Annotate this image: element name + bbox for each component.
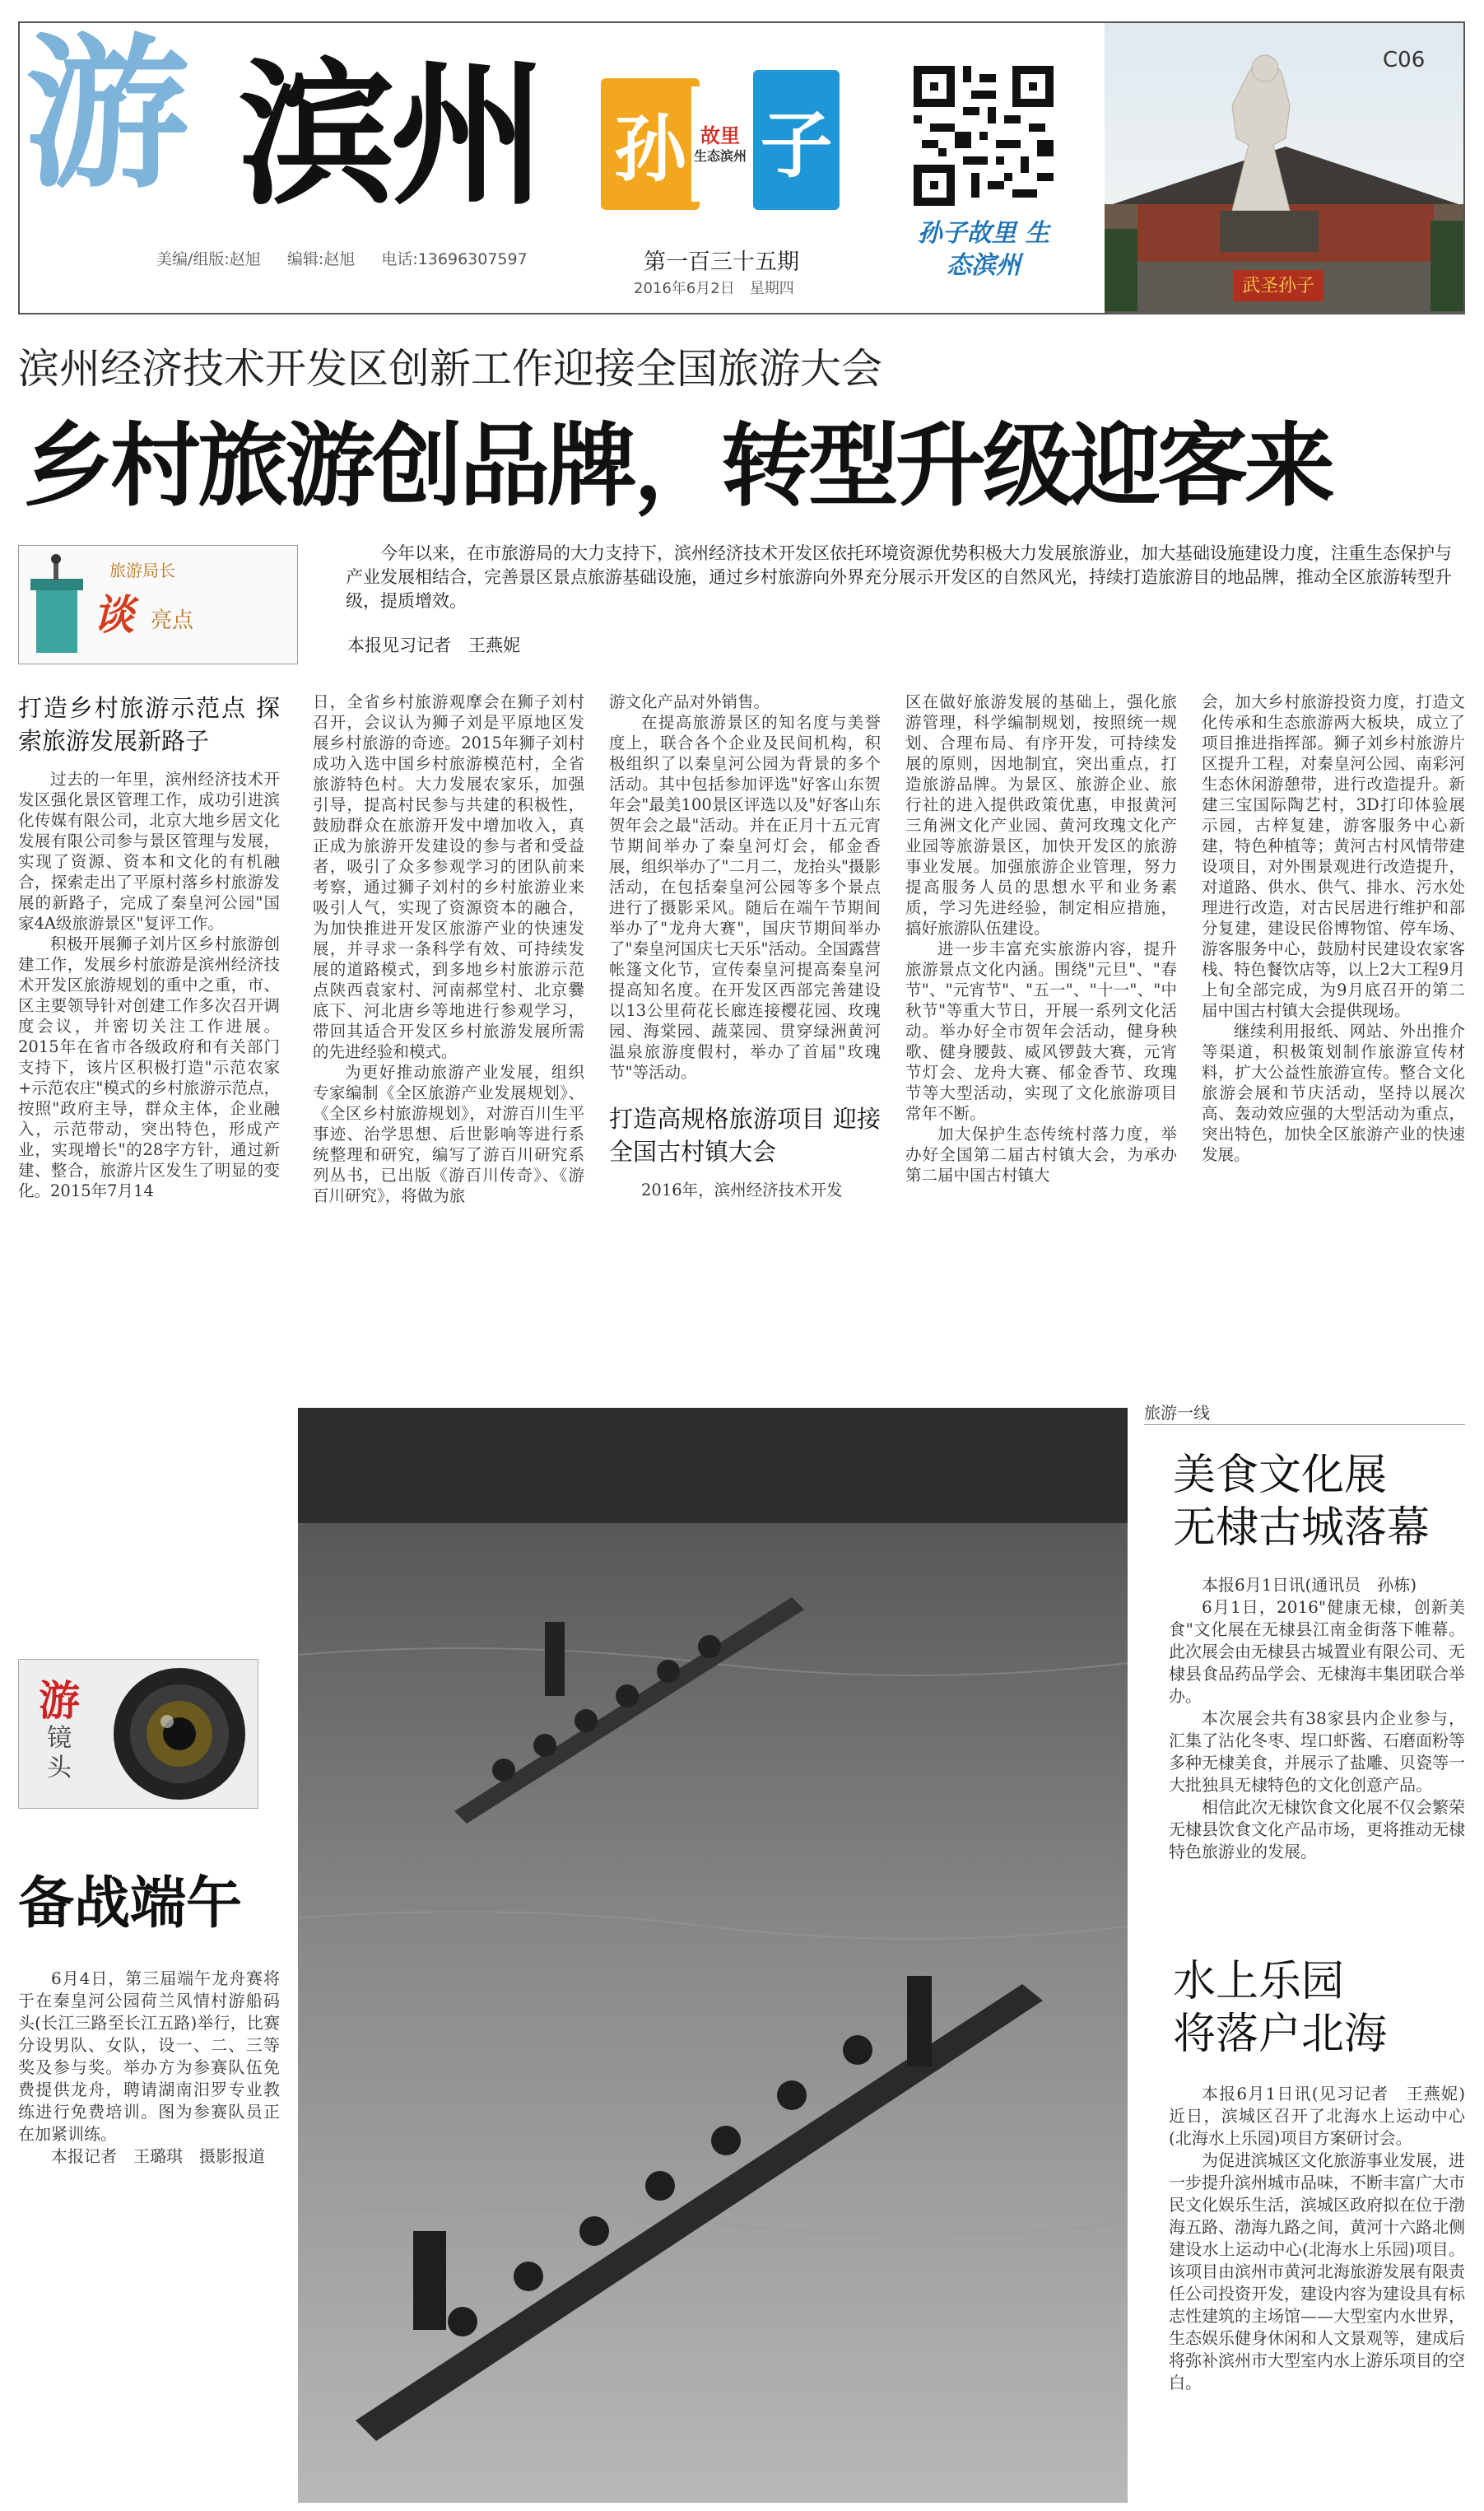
logo-guli: 故里 [700, 123, 740, 147]
section-title-1: 打造乡村旅游示范点 探索旅游发展新路子 [18, 694, 280, 755]
dragon-boat-photo [298, 1408, 1128, 2503]
paragraph: 本报6月1日讯(通讯员 孙栋) [1202, 1575, 1417, 1595]
news-2-title-line: 水上乐园 [1173, 1957, 1345, 2006]
article-column-5 [1202, 692, 1465, 1367]
credit-editor: 编辑:赵旭 [286, 250, 356, 268]
logo-seal-sun: 孙 [601, 78, 700, 210]
news-1-body [1169, 1574, 1465, 1936]
sunzi-hometown-logo [601, 54, 840, 218]
paragraph: 过去的一年里，滨州经济技术开发区强化景区管理工作，成功引进滨化传媒有限公司，北京大地乡居文化发展有限公司参与景区管理与发展，实现了资源、资本和文化的有机融合，探索走出了平原村落乡村旅游发展的新路子，完成了秦皇河公园"国家4A级旅游景区"复评工作。 [18, 770, 280, 933]
qr-code-icon[interactable] [914, 66, 1054, 206]
article-column-4 [905, 692, 1177, 1367]
news-1-title-line: 美食文化展 [1173, 1451, 1388, 1500]
article-subhead: 滨州经济技术开发区创新工作迎接全国旅游大会 [18, 345, 882, 393]
camera-lens-icon [109, 1664, 249, 1804]
logo-seal-zi: 子 [753, 70, 840, 210]
temple-plaque-text: 武圣孙子 [1241, 276, 1315, 296]
page-number: C06 [1383, 48, 1426, 72]
masthead-credits [156, 247, 549, 269]
paragraph: 6月4日，第三届端午龙舟赛将于在秦皇河公园荷兰风情村游船码头(长江三路至长江五路)举行，比赛分设男队、女队，设一、二、三等奖及参与奖。举办方为参赛队伍免费提供龙舟，聘请湖南汨罗专业教练进行免费培训。图为参赛队员正在加紧训练。 [18, 1968, 280, 2144]
badge-title: 谈 [93, 590, 134, 639]
badge-subtitle: 旅游局长 [109, 561, 175, 580]
article-column-1 [18, 692, 280, 1367]
article-headline: 乡村旅游创品牌，转型升级迎客来 [23, 413, 1332, 519]
paragraph: 积极开展狮子刘片区乡村旅游创建工作，发展乡村旅游是滨州经济技术开发区旅游规划的重中之重，市、区主要领导针对创建工作多次召开调度会议，并密切关注工作进展。2015年在省市各级政府和有关部门支持下，该片区积极打造"示范农家+示范农庄"模式的乡村旅游示范点，按照"政府主导，群众主体，企业融入，示范带动，突出特色，形成产业，实现增长"的28字方针，通过新建、整合，旅游片区发生了明显的变化。2015年7月14 [18, 934, 280, 1200]
article-column-2 [313, 692, 584, 1367]
paragraph: 日，全省乡村旅游观摩会在狮子刘村召开，会议认为狮子刘是平原地区发展乡村旅游的奇迹。2015年狮子刘村成功入选中国乡村旅游模范村，全省旅游特色村。大力发展农家乐，加强引导，提高村民参与共建的积极性，鼓励群众在旅游开发中增加收入，真正成为旅游开发建设的参与者和受益者，吸引了众多参观学习的团队前来考察，通过狮子刘村的乡村旅游业来吸引人气，实现了资源资本的融合，为加快推进开发区旅游产业的快速发展，并寻求一条科学有效、可持续发展的道路模式，到多地乡村旅游示范点陕西袁家村、河南郝堂村、北京爨底下、河北唐乡等地进行参观学习，带回其适合开发区乡村旅游发展所需的先进经验和模式。 [313, 692, 584, 1061]
article-lead: 今年以来，在市旅游局的大力支持下，滨州经济技术开发区依托环境资源优势积极大力发展旅游业，加大基础设施建设力度，注重生态保护与产业发展相结合，完善景区景点旅游基础设施，通过乡村旅游向外界充分展示开发区的自然风光，持续打造旅游目的地品牌，推动全区旅游转型升级，提质增效。 [346, 543, 1452, 611]
paragraph: 进一步丰富充实旅游内容，提升旅游景点文化内涵。围绕"元旦"、"春节"、"元宵节"、"五一"、"十一"、"中秋节"等重大节日，开展一系列文化活动。举办好全市贺年会活动，健身秧歌、健身腰鼓、威风锣鼓大赛，元宵节灯会、龙舟大赛、郁金香节、玫瑰节等大型活动，实现了文化旅游项目常年不断。 [905, 939, 1177, 1123]
paragraph: 2016年，滨州经济技术开发 [641, 1181, 843, 1200]
paragraph: 在提高旅游景区的知名度与美誉度上，联合各个企业及民间机构，积极组织了以秦皇河公园为背景的多个活动。其中包括参加评选"好客山东贺年会"最美100景区评选以及"好客山东贺年会之最"活动。并在正月十五元宵节期间举办了秦皇河灯会，郁金香展，组织举办了"二月二，龙抬头"摄影活动，在包括秦皇河公园等多个景点进行了摄影采风。随后在端午节期间举办了"龙舟大赛"，国庆节期间举办了"秦皇河国庆七天乐"活动。全国露营帐篷文化节，宣传秦皇河提高秦皇河提高知名度。在开发区西部完善建设以13公里荷花长廊连接樱花园、玫瑰园、海棠园、蔬菜园、贯穿绿洲黄河温泉旅游度假村，举办了首届"玫瑰节"等活动。 [609, 713, 881, 1082]
news-1-title-line: 无棣古城落幕 [1173, 1503, 1431, 1553]
paragraph: 相信此次无棣饮食文化展不仅会繁荣无棣县饮食文化产品市场，更将推动无棣特色旅游业的发展。 [1169, 1797, 1465, 1861]
masthead-title: 滨州 [239, 44, 542, 226]
credit-phone: 电话:13696307597 [381, 250, 528, 268]
photo-credit: 本报记者 王璐琪 摄影报道 [51, 2146, 265, 2166]
photo-story-text [18, 1968, 280, 2168]
section-title-2: 打造高规格旅游项目 迎接全国古村镇大会 [609, 1105, 881, 1166]
podium-icon [24, 554, 90, 657]
news-2-title-line: 将落户北海 [1173, 2010, 1388, 2059]
masthead-you-character: 游 [25, 19, 190, 211]
article-byline: 本报见习记者 王燕妮 [347, 636, 520, 655]
lens-badge-you: 游 [39, 1676, 80, 1725]
photo-story-title: 备战端午 [18, 1871, 243, 1936]
paragraph: 本报6月1日讯(见习记者 王燕妮) 近日，滨城区召开了北海水上运动中心(北海水上乐园)项目方案研讨会。 [1169, 2084, 1482, 2148]
paragraph: 本次展会共有38家县内企业参与，汇集了沾化冬枣、埕口虾酱、石磨面粉等多种无棣美食，并展示了盐雕、贝瓷等一大批独具无棣特色的文化创意产品。 [1169, 1708, 1465, 1795]
director-talk-badge [18, 545, 298, 664]
camera-lens-badge [18, 1659, 258, 1809]
issue-number: 第一百三十五期 [644, 249, 799, 275]
section-label-tourism-frontline: 旅游一线 [1144, 1400, 1465, 1425]
paragraph: 6月1日，2016"健康无棣，创新美食"文化展在无棣县江南金街落下帷幕。此次展会由无棣县古城置业有限公司、无棣县食品药品学会、无棣海丰集团联合举办。 [1169, 1597, 1465, 1706]
masthead-slogan: 孙子故里 生态滨州 [917, 219, 1050, 280]
paragraph: 为更好推动旅游产业发展，组织专家编制《全区旅游产业发展规划》、《全区乡村旅游规划》，对游百川生平事迹、治学思想、后世影响等进行系统整理和研究，编写了游百川研究系列丛书，已出版《游百川传奇》、《游百川研究》，将做为旅 [313, 1063, 584, 1205]
paragraph: 会，加大乡村旅游投资力度，打造文化传承和生态旅游两大板块，成立了项目推进指挥部。狮子刘乡村旅游片区提升工程，对秦皇河公园、南彩河生态休闲游憩带，进行改造提升。新建三宝国际陶艺村，3D打印体验展示园，古梓复建，游客服务中心新建，特色种植等；黄河古村风情带建设项目，对外围景观进行改造提升，对道路、供水、供气、排水、污水处理进行改造，对古民居进行维护和部分复建，建设民俗博物馆、停车场、游客服务中心，鼓励村民建设农家客栈、特色餐饮店等，以上2大工程9月上旬全部完成，为9月底召开的第二届中国古村镇大会提供现场。 [1202, 692, 1465, 1020]
paragraph: 加大保护生态传统村落力度，举办好全国第二届古村镇大会，为承办第二届中国古村镇大 [905, 1125, 1177, 1185]
lens-badge-jingtou: 镜头 [47, 1724, 72, 1782]
logo-seal-middle [691, 86, 749, 202]
news-1-title [1173, 1449, 1430, 1554]
credit-designer: 美编/组版:赵旭 [156, 250, 261, 268]
logo-shengtai: 生态滨州 [693, 147, 747, 164]
news-2-title [1173, 1955, 1387, 2061]
issue-date: 2016年6月2日 星期四 [634, 280, 794, 297]
paragraph: 继续利用报纸、网站、外出推介等渠道，积极策划制作旅游宣传材料，扩大公益性旅游宣传。整合文化旅游会展和节庆活动，坚持以展次高、轰动效应强的大型活动为重点，突出特色，加快全区旅游产业的快速发展。 [1202, 1022, 1465, 1164]
badge-title-tail: 亮点 [151, 608, 194, 633]
paragraph: 为促进滨城区文化旅游事业发展，进一步提升滨州城市品味，不断丰富广大市民文化娱乐生活，滨城区政府拟在位于渤海五路、渤海九路之间，黄河十六路北侧建设水上运动中心(北海水上乐园)项目。该项目由滨州市黄河北海旅游发展有限责任公司投资开发，建设内容为建设具有标志性建筑的主场馆——大型室内水世界，生态娱乐健身休闲和人文景观等，建成后将弥补滨州市大型室内水上游乐项目的空白。 [1169, 2150, 1465, 2392]
paragraph: 区在做好旅游发展的基础上，强化旅游管理，科学编制规划，按照统一规划、合理布局、有序开发，可持续发展的原则，因地制宜，突出重点，打造旅游品牌。为景区、旅游企业、旅行社的进入提供政策优惠，申报黄河三角洲文化产业园、黄河玫瑰文化产业园等旅游景区，加快开发区的旅游事业发展。加强旅游企业管理，努力提高服务人员的思想水平和业务素质，学习先进经验，制定相应措施，搞好旅游队伍建设。 [905, 692, 1177, 938]
article-column-3 [609, 692, 881, 1367]
paragraph: 游文化产品对外销售。 [609, 692, 770, 711]
news-2-body [1169, 2083, 1482, 2503]
